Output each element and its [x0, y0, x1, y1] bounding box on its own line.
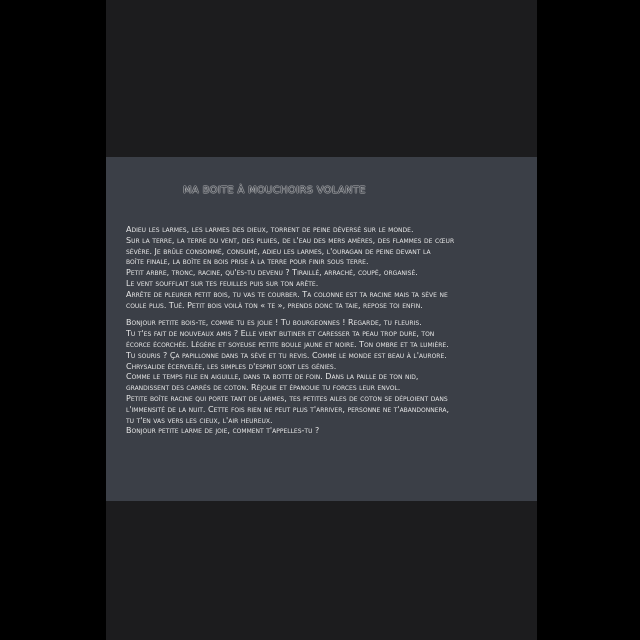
poem-line: Sur la terre, la terre du vent, des pluies, de l'eau des mers amères, des flammes de cœur: [126, 235, 455, 245]
poem-card: [106, 157, 537, 501]
poem-line: Comme le temps file en aiguille, dans ta botte de foin. Dans la paille de ton nid,: [126, 372, 419, 382]
poem-line: Bonjour petite larme de joie, comment t'appelles-tu ?: [126, 426, 320, 436]
stanza-1: [126, 225, 521, 311]
poem-line: Petit arbre, tronc, racine, qu'es-tu devenu ? Tiraillé, arraché, coupé, organisé.: [126, 268, 418, 278]
stanza-2: [126, 318, 521, 437]
poem-line: Chrysalide écervelée, les simples d'esprit sont les génies.: [126, 361, 337, 371]
poem-line: Le vent soufflait sur tes feuilles puis sur ton arête.: [126, 278, 319, 288]
poem-line: Tu souris ? Ça papillonne dans ta sève et tu revis. Comme le monde est beau à l'aurore.: [126, 350, 447, 360]
poem-line: Bonjour petite bois-te, comme tu es jolie ! Tu bourgeonnes ! Regarde, tu fleuris.: [126, 318, 422, 328]
poem-line: tu t'en vas vers les cieux, l'air heureux.: [126, 415, 273, 425]
poem-body: [126, 225, 521, 444]
poem-title: MA BOITE À MOUCHOIRS VOLANTE: [183, 185, 366, 196]
poem-line: boîte finale, la boîte en bois prise à la terre pour finir sous terre.: [126, 257, 369, 267]
poem-line: écorce écorchée. Légère et soyeuse petite boule jaune et noire. Ton ombre et ta lumière.: [126, 339, 449, 349]
poem-line: Tu t'es fait de nouveaux amis ? Elle vient butiner et caresser ta peau trop dure, ton: [126, 329, 435, 339]
poem-line: Adieu les larmes, les larmes des dieux, torrent de peine déversé sur le monde.: [126, 225, 414, 234]
poem-line: Arrête de pleurer petit bois, tu vas te courber. Ta colonne est ta racine mais ta sève ne: [126, 289, 448, 299]
poem-line: Petite boîte racine qui porte tant de larmes, tes petites ailes de coton se déploient dans: [126, 393, 448, 403]
poem-line: sévère. Je brûle consommé, consumé, adieu les larmes, l'ouragan de peine devant la: [126, 246, 431, 256]
poem-line: l'immensité de la nuit. Cette fois rien ne peut plus t'arriver, personne ne t'abandonnera,: [126, 404, 450, 414]
poem-line: grandissent des carrés de coton. Réjouie et épanouie tu forces leur envol.: [126, 383, 401, 393]
poem-line: coule plus. Tué. Petit bois voilà ton « te », prends donc ta taie, repose toi enfin.: [126, 300, 423, 310]
